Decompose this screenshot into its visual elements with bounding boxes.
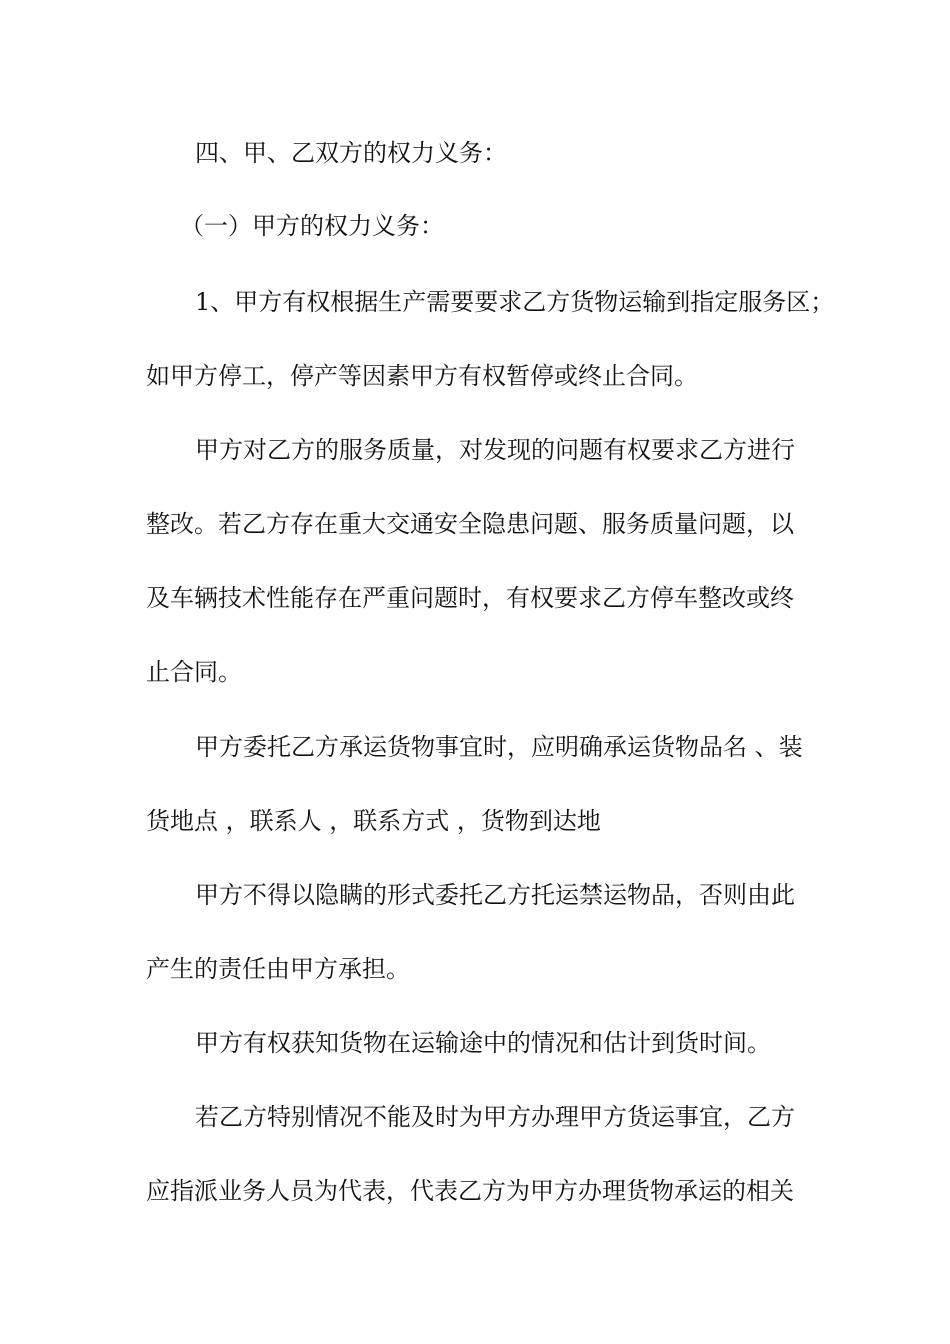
paragraph-line: 如甲方停工，停产等因素甲方有权暂停或终止合同。: [146, 362, 698, 390]
paragraph-line: 货地点 ，联系人 ，联系方式 ，货物到达地: [146, 807, 601, 835]
paragraph-line: 1、甲方有权根据生产需要要求乙方货物运输到指定服务区；: [195, 288, 835, 316]
section-heading: 四、甲、乙双方的权力义务：: [195, 139, 507, 167]
paragraph-line: 产生的责任由甲方承担。: [146, 955, 410, 983]
paragraph-line: 及车辆技术性能存在严重问题时，有权要求乙方停车整改或终: [146, 584, 794, 612]
paragraph-line: 甲方对乙方的服务质量，对发现的问题有权要求乙方进行: [195, 436, 795, 464]
paragraph-line: 止合同。: [146, 658, 242, 686]
subsection-heading: （一）甲方的权力义务：: [180, 212, 444, 240]
paragraph-line: 甲方委托乙方承运货物事宜时，应明确承运货物品名 、装: [195, 733, 803, 761]
paragraph-line: 甲方有权获知货物在运输途中的情况和估计到货时间。: [195, 1029, 771, 1057]
paragraph-line: 应指派业务人员为代表，代表乙方为甲方办理货物承运的相关: [146, 1177, 794, 1205]
paragraph-line: 若乙方特别情况不能及时为甲方办理甲方货运事宜，乙方: [195, 1103, 795, 1131]
paragraph-line: 整改。若乙方存在重大交通安全隐患问题、服务质量问题，以: [146, 510, 794, 538]
paragraph-line: 甲方不得以隐瞒的形式委托乙方托运禁运物品，否则由此: [195, 881, 795, 909]
